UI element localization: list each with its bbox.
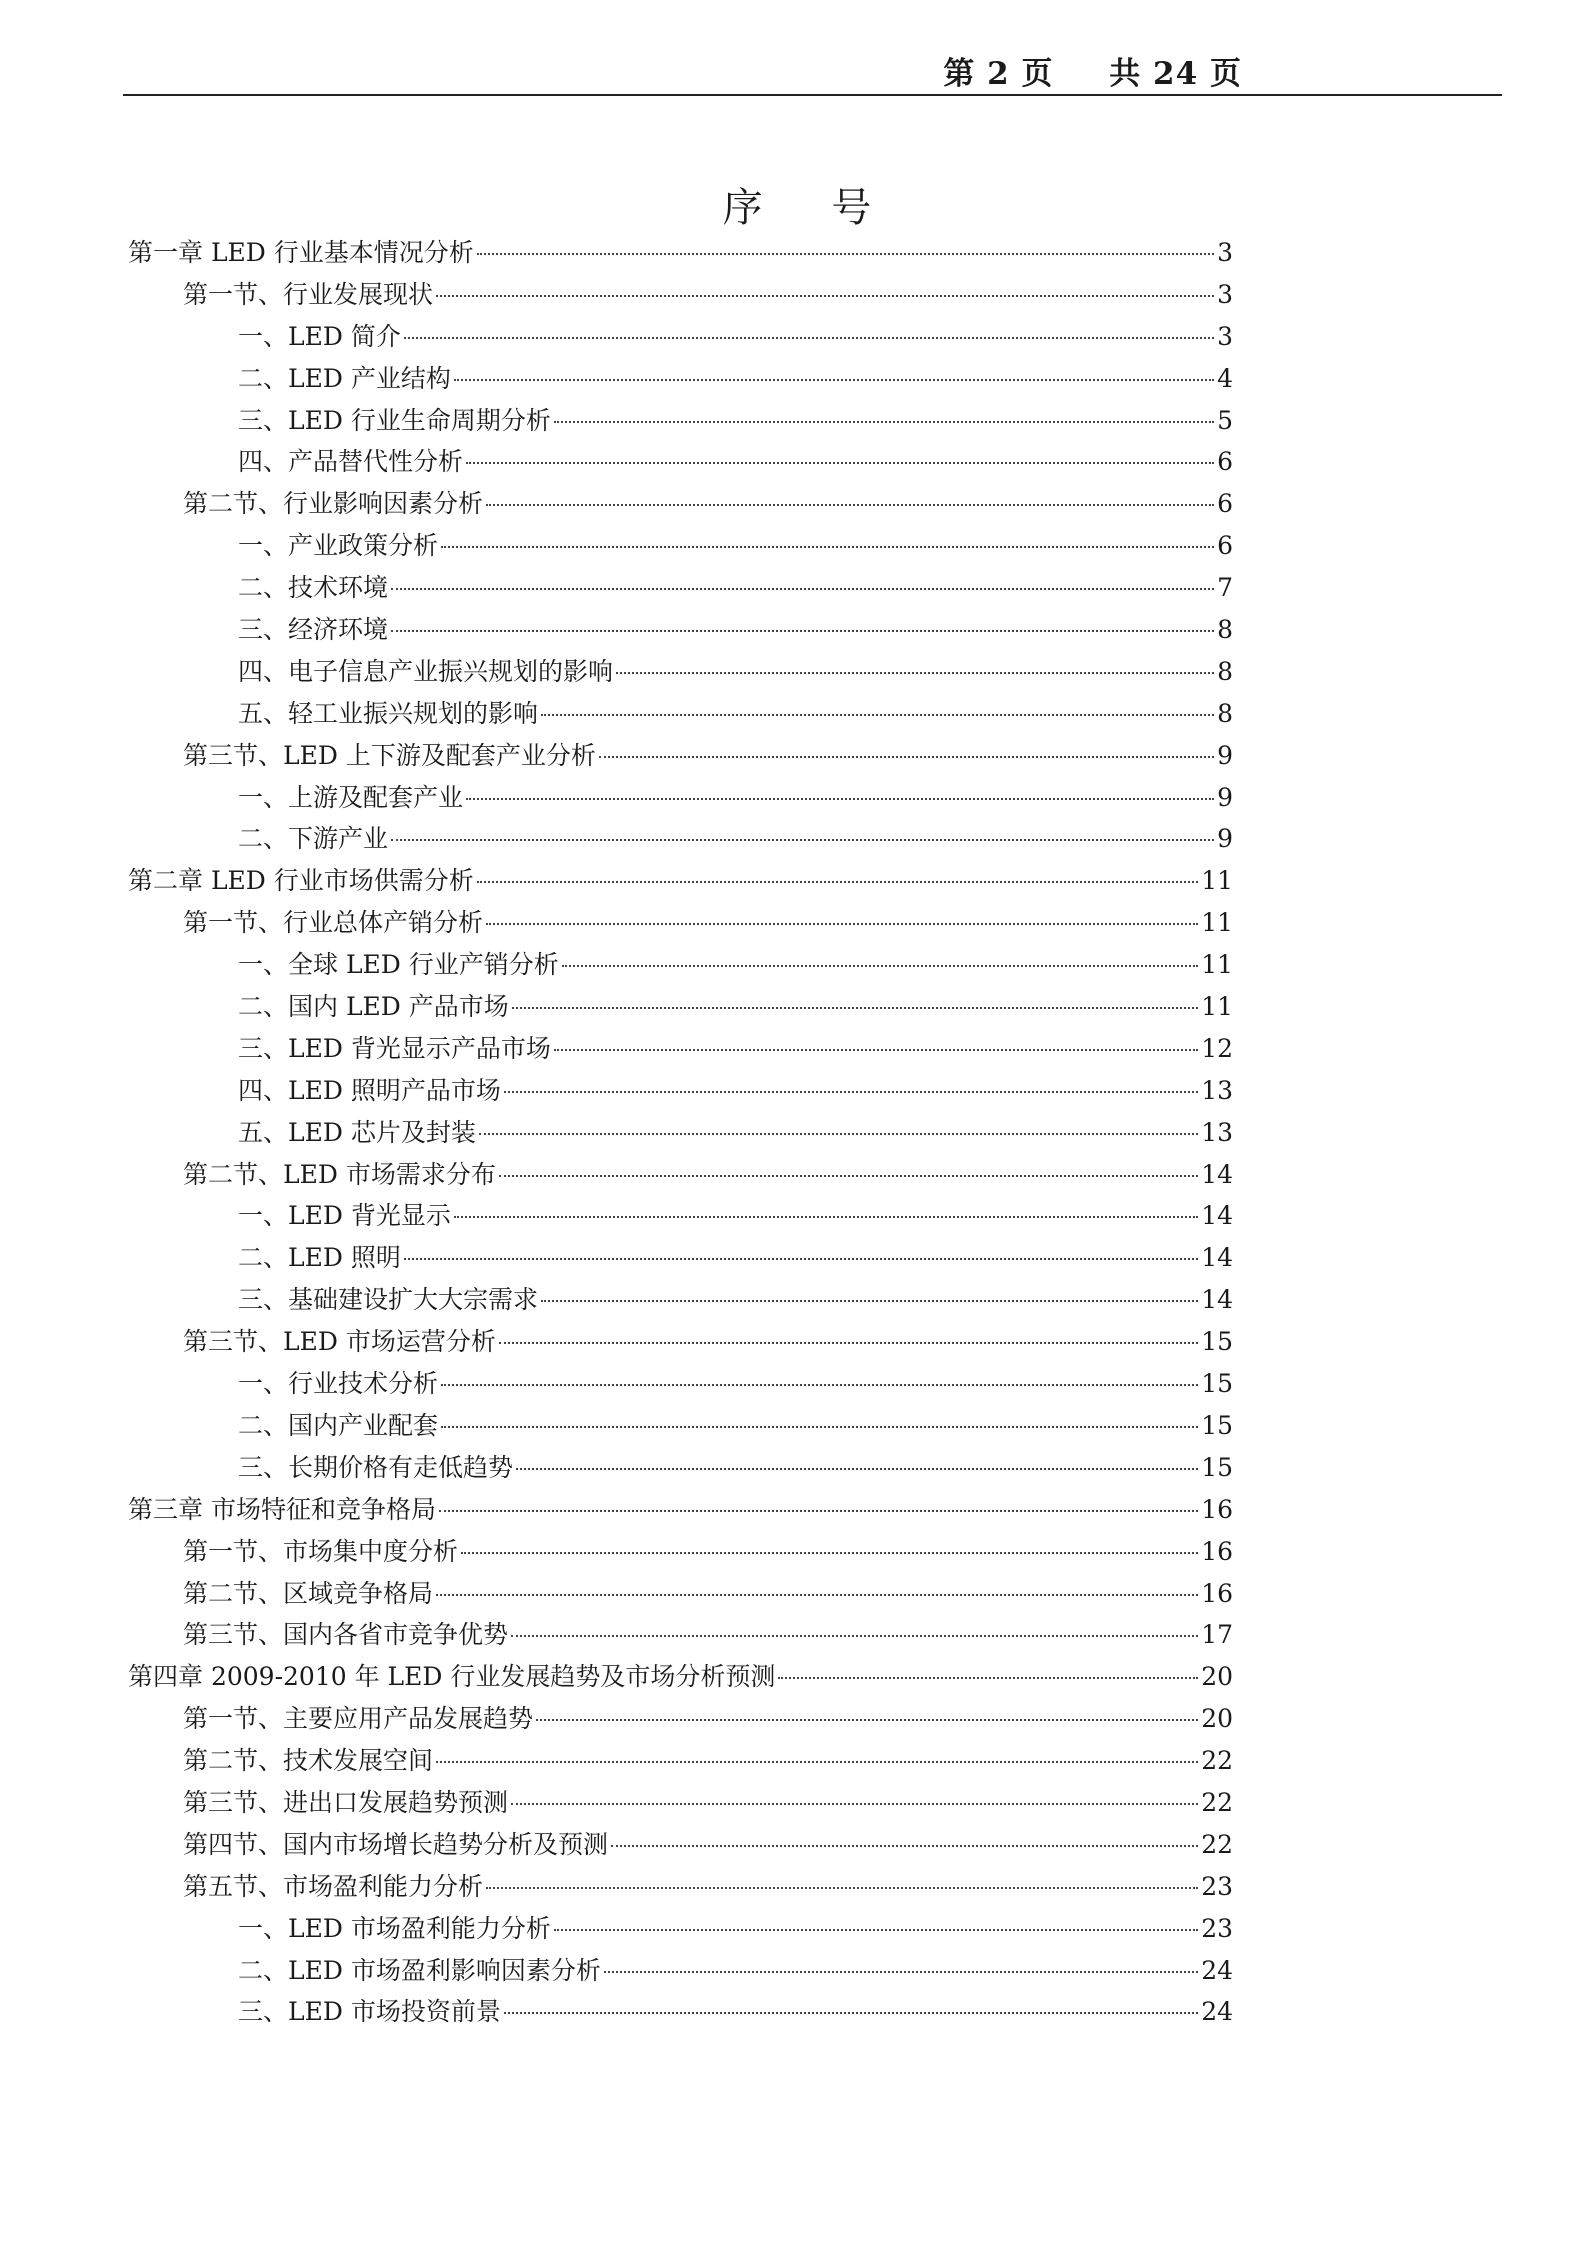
dot-leader bbox=[454, 1216, 1198, 1218]
toc-entry-page-number: 8 bbox=[1217, 656, 1233, 686]
toc-entry-page-number: 9 bbox=[1217, 782, 1233, 812]
toc-entry[interactable] bbox=[128, 1531, 1233, 1573]
toc-entry-page-number: 9 bbox=[1217, 740, 1233, 770]
toc-entry[interactable] bbox=[128, 818, 1233, 860]
toc-entry-page-number: 6 bbox=[1217, 447, 1233, 477]
toc-entry-title: 第三章 市场特征和竞争格局 bbox=[128, 1494, 436, 1524]
toc-entry-title: 第二节、区域竞争格局 bbox=[183, 1578, 434, 1608]
toc-entry[interactable] bbox=[128, 1363, 1233, 1405]
toc-entry[interactable] bbox=[128, 1112, 1233, 1154]
dot-leader bbox=[391, 630, 1214, 632]
dot-leader bbox=[439, 1510, 1198, 1512]
toc-entry-page-number: 15 bbox=[1201, 1410, 1233, 1440]
toc-entry-page-number: 11 bbox=[1201, 950, 1233, 980]
toc-entry-title: 二、国内 LED 产品市场 bbox=[238, 992, 509, 1022]
dot-leader bbox=[499, 1342, 1198, 1344]
toc-entry-page-number: 3 bbox=[1217, 279, 1233, 309]
toc-entry-title: 三、长期价格有走低趋势 bbox=[238, 1452, 514, 1482]
toc-entry-title: 三、LED 行业生命周期分析 bbox=[238, 405, 551, 435]
toc-entry[interactable] bbox=[128, 483, 1233, 525]
toc-entry-title: 一、产业政策分析 bbox=[238, 531, 439, 561]
dot-leader bbox=[466, 798, 1214, 800]
dot-leader bbox=[541, 714, 1214, 716]
toc-entry-title: 五、LED 芯片及封装 bbox=[238, 1117, 476, 1147]
toc-entry-title: 第四章 2009-2010 年 LED 行业发展趋势及市场分析预测 bbox=[128, 1662, 776, 1692]
toc-entry[interactable] bbox=[128, 1824, 1233, 1866]
toc-entry-page-number: 20 bbox=[1201, 1704, 1233, 1734]
toc-entry-page-number: 4 bbox=[1217, 363, 1233, 393]
toc-entry-title: 第三节、LED 市场运营分析 bbox=[183, 1327, 496, 1357]
toc-entry-title: 四、电子信息产业振兴规划的影响 bbox=[238, 656, 614, 686]
toc-entry-title: 四、产品替代性分析 bbox=[238, 447, 464, 477]
toc-entry-page-number: 7 bbox=[1217, 573, 1233, 603]
toc-entry-page-number: 16 bbox=[1201, 1536, 1233, 1566]
total-pages-label: 共 24 页 bbox=[1109, 56, 1242, 92]
toc-entry-title: 第三节、国内各省市竞争优势 bbox=[183, 1620, 509, 1650]
toc-entry-page-number: 22 bbox=[1201, 1829, 1233, 1859]
toc-entry-page-number: 9 bbox=[1217, 824, 1233, 854]
toc-entry-page-number: 3 bbox=[1217, 238, 1233, 267]
dot-leader bbox=[477, 253, 1214, 255]
toc-entry[interactable] bbox=[128, 400, 1233, 442]
toc-entry[interactable] bbox=[128, 986, 1233, 1028]
toc-entry-page-number: 13 bbox=[1201, 1075, 1233, 1105]
toc-entry[interactable] bbox=[128, 1782, 1233, 1824]
toc-entry-page-number: 14 bbox=[1201, 1285, 1233, 1315]
toc-entry[interactable] bbox=[128, 1740, 1233, 1782]
toc-entry-title: 二、LED 产业结构 bbox=[238, 363, 451, 393]
toc-entry-page-number: 8 bbox=[1217, 698, 1233, 728]
toc-entry-page-number: 14 bbox=[1201, 1201, 1233, 1231]
toc-entry-title: 第三节、LED 上下游及配套产业分析 bbox=[183, 740, 596, 770]
toc-entry[interactable] bbox=[128, 1991, 1233, 2033]
toc-entry-title: 第二节、行业影响因素分析 bbox=[183, 489, 484, 519]
toc-entry[interactable] bbox=[128, 1447, 1233, 1489]
toc-entry-title: 第五节、市场盈利能力分析 bbox=[183, 1871, 484, 1901]
toc-entry-page-number: 11 bbox=[1201, 866, 1233, 896]
dot-leader bbox=[479, 1133, 1198, 1135]
toc-entry-page-number: 22 bbox=[1201, 1746, 1233, 1776]
dot-leader bbox=[461, 1552, 1198, 1554]
toc-entry-page-number: 14 bbox=[1201, 1159, 1233, 1189]
dot-leader bbox=[562, 965, 1198, 967]
toc-entry-page-number: 16 bbox=[1201, 1494, 1233, 1524]
toc-entry-title: 第二节、LED 市场需求分布 bbox=[183, 1159, 496, 1189]
dot-leader bbox=[512, 1007, 1198, 1009]
toc-entry-page-number: 11 bbox=[1201, 992, 1233, 1022]
toc-entry-title: 一、全球 LED 行业产销分析 bbox=[238, 950, 559, 980]
toc-entry-page-number: 24 bbox=[1201, 1955, 1233, 1985]
dot-leader bbox=[436, 1594, 1198, 1596]
toc-entry-title: 第一节、行业总体产销分析 bbox=[183, 908, 484, 938]
toc-entry-page-number: 14 bbox=[1201, 1243, 1233, 1273]
toc-entry[interactable] bbox=[128, 693, 1233, 735]
toc-entry[interactable] bbox=[128, 441, 1233, 483]
dot-leader bbox=[511, 1635, 1198, 1637]
toc-entry-page-number: 23 bbox=[1201, 1913, 1233, 1943]
toc-entry[interactable] bbox=[128, 1614, 1233, 1656]
dot-leader bbox=[404, 337, 1214, 339]
toc-entry-title: 三、LED 市场投资前景 bbox=[238, 1997, 501, 2027]
dot-leader bbox=[466, 462, 1214, 464]
dot-leader bbox=[436, 295, 1214, 297]
toc-entry[interactable] bbox=[128, 777, 1233, 819]
toc-entry[interactable] bbox=[128, 860, 1233, 902]
toc-entry-title: 二、技术环境 bbox=[238, 573, 389, 603]
toc-entry-title: 第一章 LED 行业基本情况分析 bbox=[128, 238, 474, 267]
toc-entry[interactable] bbox=[128, 609, 1233, 651]
toc-entry-page-number: 8 bbox=[1217, 615, 1233, 645]
dot-leader bbox=[436, 1761, 1198, 1763]
dot-leader bbox=[391, 588, 1214, 590]
toc-entry[interactable] bbox=[128, 1908, 1233, 1950]
dot-leader bbox=[541, 1300, 1198, 1302]
page-header bbox=[123, 48, 1502, 96]
toc-entry-page-number: 24 bbox=[1201, 1997, 1233, 2027]
toc-entry-title: 三、经济环境 bbox=[238, 615, 389, 645]
dot-leader bbox=[504, 1091, 1198, 1093]
dot-leader bbox=[604, 1971, 1198, 1973]
toc-entry-title: 五、轻工业振兴规划的影响 bbox=[238, 698, 539, 728]
toc-entry-title: 第三节、进出口发展趋势预测 bbox=[183, 1787, 509, 1817]
page-indicator bbox=[943, 48, 1242, 93]
toc-entry[interactable] bbox=[128, 1154, 1233, 1196]
toc-entry-page-number: 15 bbox=[1201, 1452, 1233, 1482]
toc-entry[interactable] bbox=[128, 1656, 1233, 1698]
current-page-label: 第 2 页 bbox=[943, 56, 1054, 92]
toc-entry-title: 第一节、行业发展现状 bbox=[183, 279, 434, 309]
dot-leader bbox=[441, 546, 1214, 548]
dot-leader bbox=[536, 1719, 1198, 1721]
toc-entry-title: 一、上游及配套产业 bbox=[238, 782, 464, 812]
toc-entry-title: 一、LED 背光显示 bbox=[238, 1201, 451, 1231]
table-of-contents bbox=[128, 232, 1233, 2033]
toc-entry-page-number: 17 bbox=[1201, 1620, 1233, 1650]
toc-entry[interactable] bbox=[128, 651, 1233, 693]
dot-leader bbox=[554, 1049, 1198, 1051]
dot-leader bbox=[391, 839, 1214, 841]
toc-entry[interactable] bbox=[128, 1950, 1233, 1992]
toc-entry[interactable] bbox=[128, 1866, 1233, 1908]
toc-entry[interactable] bbox=[128, 735, 1233, 777]
toc-entry[interactable] bbox=[128, 567, 1233, 609]
toc-entry-page-number: 23 bbox=[1201, 1871, 1233, 1901]
toc-entry-title: 第二节、技术发展空间 bbox=[183, 1746, 434, 1776]
dot-leader bbox=[404, 1258, 1198, 1260]
toc-entry-title: 四、LED 照明产品市场 bbox=[238, 1075, 501, 1105]
toc-entry-title: 三、基础建设扩大大宗需求 bbox=[238, 1285, 539, 1315]
toc-entry-page-number: 5 bbox=[1217, 405, 1233, 435]
toc-entry-page-number: 13 bbox=[1201, 1117, 1233, 1147]
toc-entry-title: 二、下游产业 bbox=[238, 824, 389, 854]
toc-entry-page-number: 16 bbox=[1201, 1578, 1233, 1608]
toc-entry[interactable] bbox=[128, 1698, 1233, 1740]
dot-leader bbox=[554, 1929, 1198, 1931]
dot-leader bbox=[504, 2012, 1198, 2014]
toc-entry[interactable] bbox=[128, 902, 1233, 944]
toc-entry-title: 第一节、市场集中度分析 bbox=[183, 1536, 459, 1566]
toc-entry-title: 二、国内产业配套 bbox=[238, 1410, 439, 1440]
toc-entry[interactable] bbox=[128, 358, 1233, 400]
toc-entry-page-number: 20 bbox=[1201, 1662, 1233, 1692]
dot-leader bbox=[454, 379, 1214, 381]
dot-leader bbox=[441, 1426, 1198, 1428]
toc-entry[interactable] bbox=[128, 1237, 1233, 1279]
toc-entry-page-number: 22 bbox=[1201, 1787, 1233, 1817]
toc-entry-page-number: 6 bbox=[1217, 531, 1233, 561]
toc-entry-page-number: 12 bbox=[1201, 1033, 1233, 1063]
dot-leader bbox=[499, 1175, 1198, 1177]
toc-entry-page-number: 15 bbox=[1201, 1369, 1233, 1399]
toc-entry-title: 一、LED 市场盈利能力分析 bbox=[238, 1913, 551, 1943]
toc-entry[interactable] bbox=[128, 1028, 1233, 1070]
toc-entry-title: 三、LED 背光显示产品市场 bbox=[238, 1033, 551, 1063]
toc-entry-title: 一、行业技术分析 bbox=[238, 1369, 439, 1399]
dot-leader bbox=[778, 1677, 1198, 1679]
toc-entry-title: 第二章 LED 行业市场供需分析 bbox=[128, 866, 474, 896]
toc-entry[interactable] bbox=[128, 274, 1233, 316]
page-title: 序 号 bbox=[722, 185, 900, 231]
toc-entry-page-number: 15 bbox=[1201, 1327, 1233, 1357]
dot-leader bbox=[611, 1845, 1198, 1847]
dot-leader bbox=[516, 1468, 1198, 1470]
dot-leader bbox=[616, 672, 1214, 674]
toc-entry-title: 二、LED 照明 bbox=[238, 1243, 401, 1273]
dot-leader bbox=[511, 1803, 1198, 1805]
toc-entry[interactable] bbox=[128, 1195, 1233, 1237]
dot-leader bbox=[486, 923, 1198, 925]
toc-entry[interactable] bbox=[128, 1321, 1233, 1363]
dot-leader bbox=[554, 421, 1214, 423]
toc-entry[interactable] bbox=[128, 525, 1233, 567]
toc-entry[interactable] bbox=[128, 1405, 1233, 1447]
toc-entry[interactable] bbox=[128, 232, 1233, 274]
toc-entry[interactable] bbox=[128, 944, 1233, 986]
toc-entry-page-number: 11 bbox=[1201, 908, 1233, 938]
dot-leader bbox=[477, 881, 1198, 883]
toc-entry-title: 第四节、国内市场增长趋势分析及预测 bbox=[183, 1829, 609, 1859]
toc-entry-page-number: 3 bbox=[1217, 321, 1233, 351]
toc-entry[interactable] bbox=[128, 1489, 1233, 1531]
toc-entry[interactable] bbox=[128, 316, 1233, 358]
toc-entry[interactable] bbox=[128, 1279, 1233, 1321]
toc-entry-title: 一、LED 简介 bbox=[238, 321, 401, 351]
toc-entry[interactable] bbox=[128, 1070, 1233, 1112]
dot-leader bbox=[486, 1887, 1198, 1889]
dot-leader bbox=[486, 504, 1214, 506]
toc-entry-title: 第一节、主要应用产品发展趋势 bbox=[183, 1704, 534, 1734]
dot-leader bbox=[441, 1384, 1198, 1386]
toc-entry-title: 二、LED 市场盈利影响因素分析 bbox=[238, 1955, 601, 1985]
dot-leader bbox=[599, 756, 1214, 758]
toc-entry-page-number: 6 bbox=[1217, 489, 1233, 519]
toc-entry[interactable] bbox=[128, 1573, 1233, 1615]
